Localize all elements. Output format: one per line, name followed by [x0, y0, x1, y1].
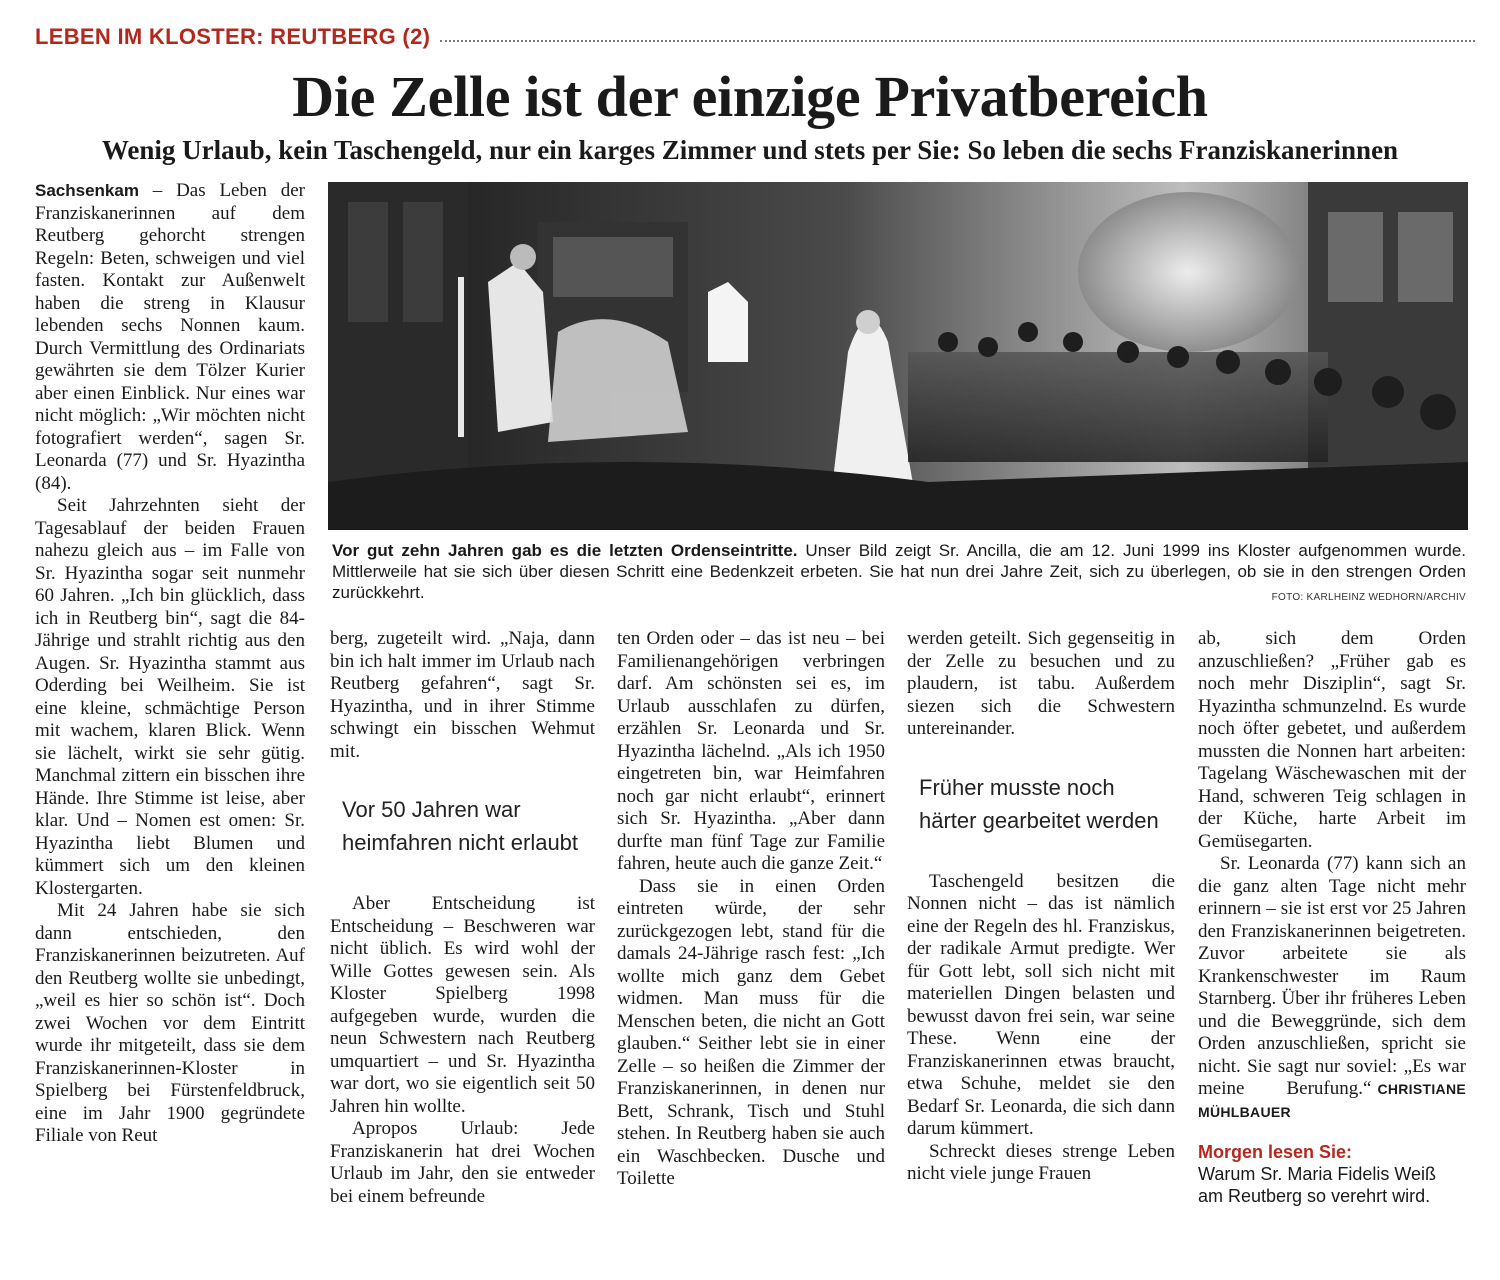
paragraph-5-part-1: Apropos Urlaub: Jede Franziskanerin hat drei Wochen Urlaub im Jahr, den sie entweder bei einem befreunde [330, 1118, 595, 1207]
paragraph-3-part-1: Mit 24 Jahren habe sie sich dann entschieden, den Franziskanerinnen beizutreten. Auf den Reutberg wollte sie unbedingt, „weil es hier so schön ist“. Doch zwei Wochen vor dem Eintritt wurde ihr mitgeteilt, dass sie dem Franziskanerinnen-Kloster in Spielberg bei Fürstenfeldbruck, eine im Jahr 1900 gegründete Filiale von Reut [35, 900, 305, 1146]
paragraph-8-part-2: ab, sich dem Orden anzuschließen? „Früher gab es noch mehr Disziplin“, sagt Sr. Hyazintha schmunzelnd. Es wurde noch öfter gebetet, und außerdem mussten die Nonnen hart arbeiten: Tagelang Wäschewaschen mit der Hand, schweren Teig schlagen in der Küche, harte Arbeit im Gemüsegarten. [1198, 628, 1466, 852]
paragraph-8-continued [1198, 628, 1466, 853]
paragraph-6 [617, 876, 885, 1191]
author-byline: CHRISTIANE MÜHLBAUER [1198, 1081, 1466, 1120]
dateline: Sachsenkam [35, 181, 139, 200]
paragraph-1-text: – Das Leben der Franziskanerinnen auf dem Reutberg gehorcht strengen Regeln: Beten, schweigen und viel fasten. Kontakt zur Außenwelt haben die streng in Klausur lebenden sechs Nonnen kaum. Durch Vermittlung des Ordinariats gewährten sie dem Tölzer Kurier aber einen Einblick. Nur eines war nicht möglich: „Wir möchten nicht fotografiert werden“, sagen Sr. Leonarda (77) und Sr. Hyazintha (84). [35, 180, 305, 494]
article-column-5 [1198, 628, 1466, 1207]
intertitle-2: Früher musste noch härter gearbeitet werden [919, 774, 1159, 833]
article-column-4 [907, 628, 1175, 1186]
kicker-bar [35, 20, 1475, 54]
teaser-title: Morgen lesen Sie: [1198, 1142, 1353, 1162]
paragraph-8-part-1: Schreckt dieses strenge Leben nicht viele junge Frauen [907, 1140, 1175, 1184]
caption-lead: Vor gut zehn Jahren gab es die letzten Ordenseintritte. [332, 541, 798, 560]
paragraph-3-continued [330, 628, 595, 763]
headline: Die Zelle ist der einzige Privatbereich [292, 64, 1208, 129]
ceremony-photo [328, 182, 1468, 530]
paragraph-5 [330, 1118, 595, 1208]
article-column-3 [617, 628, 885, 1191]
paragraph-3 [35, 900, 305, 1148]
ceremony-photo-image [328, 182, 1468, 530]
photo-credit: FOTO: KARLHEINZ WEDHORN/ARCHIV [1271, 592, 1466, 603]
paragraph-9 [1198, 853, 1466, 1123]
paragraph-9-text: Sr. Leonarda (77) kann sich an die ganz alten Tage nicht mehr erinnern – sie ist erst vor 25 Jahren den Franziskanerinnen beigetreten. Zuvor arbeitete sie als Krankenschwester im Raum Starnberg. Über ihr früheres Leben und die Beweggründe, sich dem Orden anzuschließen, spricht sie nicht. Sie sagt nur soviel: „Es war meine Berufung.“ [1198, 853, 1466, 1099]
paragraph-2: Seit Jahrzehnten sieht der Tagesablauf der beiden Frauen nahezu gleich aus – im Falle von Sr. Hyazintha sogar seit nunmehr 60 Jahren. „Ich bin glücklich, dass ich in Reutberg bin“, sagt die 84-Jährige und strahlt richtig aus den Augen. Sr. Hyazintha stammt aus Oderding bei Weilheim. Sie ist eine kleine, schmächtige Person mit wachem, klaren Blick. Wenn sie lächelt, wirkt sie sehr gütig. Manchmal zittern ein bisschen ihre Hände. Ihre Stimme ist leise, aber klar. Und – Nomen est omen: Sr. Hyazintha liebt Blumen und kümmert sich um den kleinen Klostergarten. [35, 495, 305, 899]
kicker-dotted-rule [440, 40, 1475, 42]
paragraph-3-part-2: berg, zugeteilt wird. „Naja, dann bin ich halt immer im Urlaub nach Reutberg gefahren“, sagt Sr. Hyazintha, und in ihrer Stimme schwingt ein bisschen Wehmut mit. [330, 628, 595, 762]
paragraph-6-continued [907, 628, 1175, 741]
paragraph-6-part-1: Dass sie in einen Orden eintreten würde, der sehr zurückgezogen lebt, stand für die damals 24-Jährige rasch fest: „Ich wollte mich ganz dem Gebet widmen. Man muss für die Menschen beten, die nicht an Gott glauben.“ Seither lebt sie in einer Zelle – so heißen die Zimmer der Franziskanerinnen, in denen nur Bett, Schrank, Tisch und Stuhl stehen. In Reutberg haben sie auch ein Waschbecken. Dusche und Toilette [617, 875, 885, 1189]
subheadline: Wenig Urlaub, kein Taschengeld, nur ein karges Zimmer und stets per Sie: So leben die sechs Franziskanerinnen [101, 135, 1399, 165]
paragraph-1 [35, 180, 305, 495]
paragraph-6-part-2: werden geteilt. Sich gegenseitig in der Zelle zu besuchen und zu plaudern, ist tabu. Außerdem siezen sich die Schwestern untereinander. [907, 628, 1175, 739]
kicker: LEBEN IM KLOSTER: REUTBERG (2) [35, 24, 431, 49]
article-column-1 [35, 180, 305, 1148]
intertitle-1: Vor 50 Jahren war heimfahren nicht erlaubt [342, 797, 579, 855]
paragraph-7: Taschengeld besitzen die Nonnen nicht – das ist nämlich eine der Regeln des hl. Franziskus, der radikale Armut predigte. Wer für Gott lebt, soll sich nicht mit materiellen Dingen belasten und bewusst davon frei sein, war seine These. Wenn eine der Franziskanerinnen etwas braucht, etwa Schuhe, meldet sie den Bedarf Sr. Leonarda, die sich dann darum kümmert. [907, 870, 1175, 1139]
paragraph-5-continued [617, 628, 885, 876]
article-column-2 [330, 628, 595, 1208]
paragraph-4: Aber Entscheidung ist Entscheidung – Beschweren war nicht üblich. Es wird wohl der Wille Gottes gewesen sein. Als Kloster Spielberg 1998 aufgegeben wurde, wurden die neun Schwestern nach Reutberg umquartiert – und Sr. Hyazintha war dort, wo sie eigentlich seit 50 Jahren hin wollte. [330, 893, 595, 1117]
teaser-text: Warum Sr. Maria Fidelis Weiß am Reutberg so verehrt wird. [1198, 1164, 1437, 1206]
caption-text: Unser Bild zeigt Sr. Ancilla, die am 12. Juni 1999 ins Kloster aufgenommen wurde. Mittlerweile hat sie sich über diesen Schritt eine Bedenkzeit erbeten. Sie hat nun drei Jahre Zeit, sich zu überlegen, ob sie in den strengen Orden zurückkehrt. [332, 541, 1466, 602]
paragraph-5-part-2: ten Orden oder – das ist neu – bei Familienangehörigen verbringen darf. Am schönsten sei es, im Urlaub ausschlafen zu dürfen, erzählen Sr. Leonarda und Sr. Hyazintha lächelnd. „Als ich 1950 eingetreten bin, war Heimfahren noch gar nicht erlaubt“, erinnert sich Sr. Hyazintha. „Aber dann durfte man fünf Tage zur Familie fahren, heute auch die ganze Zeit.“ [617, 628, 885, 874]
paragraph-8 [907, 1141, 1175, 1186]
